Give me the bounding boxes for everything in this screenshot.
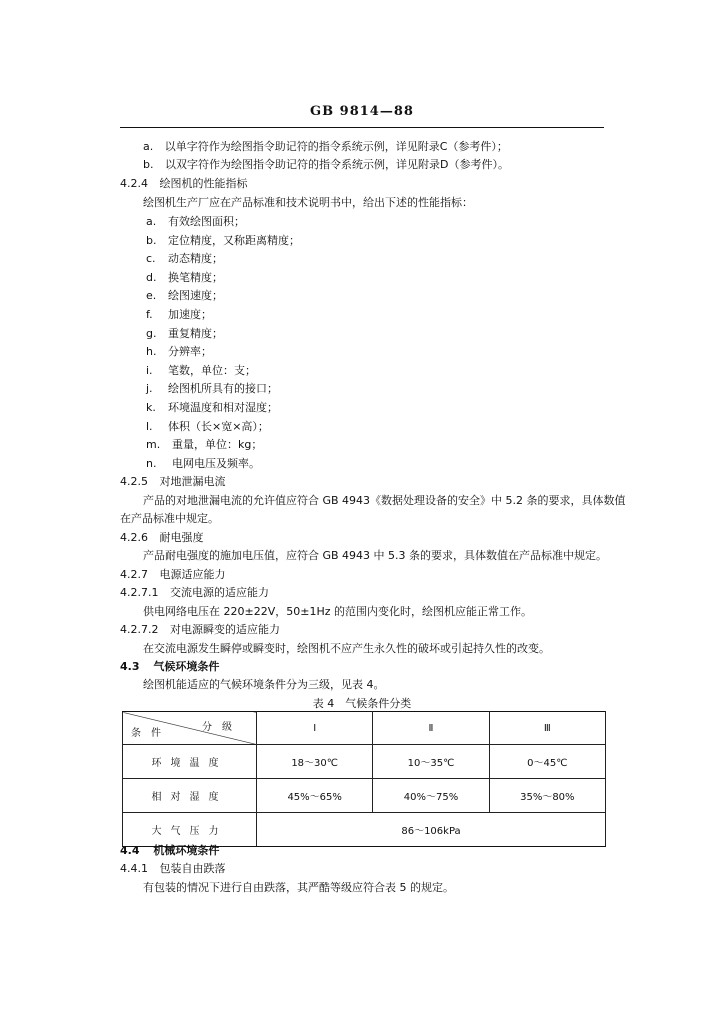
item-label: b.	[143, 158, 154, 171]
section-number: 4.4.1	[120, 862, 148, 875]
list-item	[146, 234, 300, 248]
item-label: a.	[143, 140, 154, 153]
value-cell: 35%～80%	[489, 779, 605, 813]
level-header: Ⅰ	[257, 712, 373, 745]
list-item	[146, 457, 260, 471]
list-item	[146, 308, 212, 322]
list-item	[146, 438, 263, 452]
table-header-row	[123, 712, 606, 745]
table-row	[123, 813, 606, 847]
section-title: 机械环境条件	[153, 844, 220, 857]
corner-bottom-label: 条件	[131, 728, 171, 739]
list-item	[146, 327, 223, 341]
condition-cell: 环境温度	[123, 745, 257, 779]
paragraph: 在交流电源发生瞬停或瞬变时，绘图机不应产生永久性的破坏或引起持久性的改变。	[143, 642, 550, 655]
section-heading-4-2-7-2	[120, 623, 280, 637]
section-heading-4-4-1	[120, 862, 226, 876]
list-item	[143, 158, 509, 172]
item-text: 体积（长×宽×高）；	[168, 420, 269, 433]
value-cell: 0～45℃	[489, 745, 605, 779]
section-title: 对地泄漏电流	[159, 475, 226, 488]
corner-top-label: 分级	[202, 722, 242, 733]
value-cell: 40%～75%	[373, 779, 489, 813]
item-text: 重量，单位：kg；	[172, 438, 263, 451]
item-label: m.	[146, 438, 161, 451]
section-heading-4-2-5	[120, 475, 226, 489]
merged-value-cell: 86～106kPa	[257, 813, 606, 847]
paragraph: 产品的对地泄漏电流的允许值应符合 GB 4943《数据处理设备的安全》中 5.2 条的要求，具体数值	[143, 494, 626, 507]
section-title: 对电源瞬变的适应能力	[169, 623, 280, 636]
paragraph: 绘图机能适应的气候环境条件分为三级，见表 4。	[143, 678, 385, 691]
value-cell: 18～30℃	[257, 745, 373, 779]
table-row	[123, 745, 606, 779]
list-item	[146, 252, 223, 266]
item-text: 重复精度；	[168, 327, 223, 340]
standard-code: GB 9814—88	[310, 104, 414, 119]
section-title: 耐电强度	[159, 531, 204, 544]
section-title: 气候环境条件	[153, 660, 220, 673]
paragraph: 在产品标准中规定。	[120, 512, 219, 525]
item-label: e.	[146, 289, 157, 302]
item-label: l.	[146, 420, 153, 433]
section-number: 4.2.4	[120, 177, 148, 190]
section-heading-4-2-7-1	[120, 586, 269, 600]
section-number: 4.2.7	[120, 568, 148, 581]
item-text: 电网电压及频率。	[172, 457, 260, 470]
section-heading-4-4	[120, 844, 219, 858]
section-number: 4.3	[120, 660, 140, 673]
list-item	[146, 364, 256, 378]
level-header: Ⅲ	[489, 712, 605, 745]
section-number: 4.2.6	[120, 531, 148, 544]
paragraph: 供电网络电压在 220±22V，50±1Hz 的范围内变化时，绘图机应能正常工作。	[143, 605, 532, 618]
item-label: k.	[146, 401, 156, 414]
section-number: 4.2.5	[120, 475, 148, 488]
value-cell: 45%～65%	[257, 779, 373, 813]
item-label: j.	[146, 382, 153, 395]
section-title: 交流电源的适应能力	[169, 586, 269, 599]
item-text: 以双字符作为绘图指令助记符的指令系统示例，详见附录D（参考件）。	[164, 158, 509, 171]
list-item	[143, 140, 508, 154]
list-item	[146, 289, 223, 303]
item-text: 笔数，单位：支；	[168, 364, 256, 377]
section-heading-4-3	[120, 660, 219, 674]
list-item	[146, 345, 212, 359]
table-row	[123, 779, 606, 813]
section-heading-4-2-7	[120, 568, 226, 582]
item-text: 以单字符作为绘图指令助记符的指令系统示例，详见附录C（参考件）；	[164, 140, 508, 153]
item-label: a.	[146, 215, 157, 228]
list-item	[146, 271, 223, 285]
item-label: c.	[146, 252, 156, 265]
section-number: 4.2.7.2	[120, 623, 159, 636]
page-header	[0, 104, 724, 119]
item-text: 定位精度，又称距离精度；	[168, 234, 300, 247]
table-caption: 表 4 气候条件分类	[312, 697, 412, 710]
item-text: 绘图机所具有的接口；	[168, 382, 278, 395]
table-corner-cell	[123, 712, 257, 745]
item-text: 绘图速度；	[168, 289, 223, 302]
item-label: f.	[146, 308, 153, 321]
item-text: 加速度；	[168, 308, 212, 321]
item-label: g.	[146, 327, 157, 340]
section-title: 绘图机的性能指标	[159, 177, 248, 190]
section-number: 4.4	[120, 844, 140, 857]
list-item	[146, 215, 245, 229]
item-text: 环境温度和相对湿度；	[168, 401, 278, 414]
paragraph: 绘图机生产厂应在产品标准和技术说明书中，给出下述的性能指标：	[143, 196, 473, 209]
condition-cell: 相对湿度	[123, 779, 257, 813]
list-item	[146, 401, 278, 415]
section-heading-4-2-4	[120, 177, 248, 191]
paragraph: 有包装的情况下进行自由跌落，其严酷等级应符合表 5 的规定。	[143, 881, 454, 894]
condition-cell: 大气压力	[123, 813, 257, 847]
item-text: 有效绘图面积；	[168, 215, 245, 228]
item-text: 分辨率；	[168, 345, 212, 358]
level-header: Ⅱ	[373, 712, 489, 745]
item-label: n.	[146, 457, 157, 470]
item-label: b.	[146, 234, 157, 247]
section-title: 电源适应能力	[159, 568, 226, 581]
item-label: i.	[146, 364, 153, 377]
list-item	[146, 420, 269, 434]
value-cell: 10～35℃	[373, 745, 489, 779]
item-text: 换笔精度；	[168, 271, 223, 284]
section-number: 4.2.7.1	[120, 586, 159, 599]
section-heading-4-2-6	[120, 531, 204, 545]
item-label: h.	[146, 345, 157, 358]
item-label: d.	[146, 271, 157, 284]
list-item	[146, 382, 278, 396]
item-text: 动态精度；	[168, 252, 223, 265]
paragraph: 产品耐电强度的施加电压值，应符合 GB 4943 中 5.3 条的要求，具体数值在产品标准中规定。	[143, 549, 608, 562]
section-title: 包装自由跌落	[159, 862, 226, 875]
climate-conditions-table	[122, 711, 606, 847]
header-rule	[120, 127, 604, 128]
